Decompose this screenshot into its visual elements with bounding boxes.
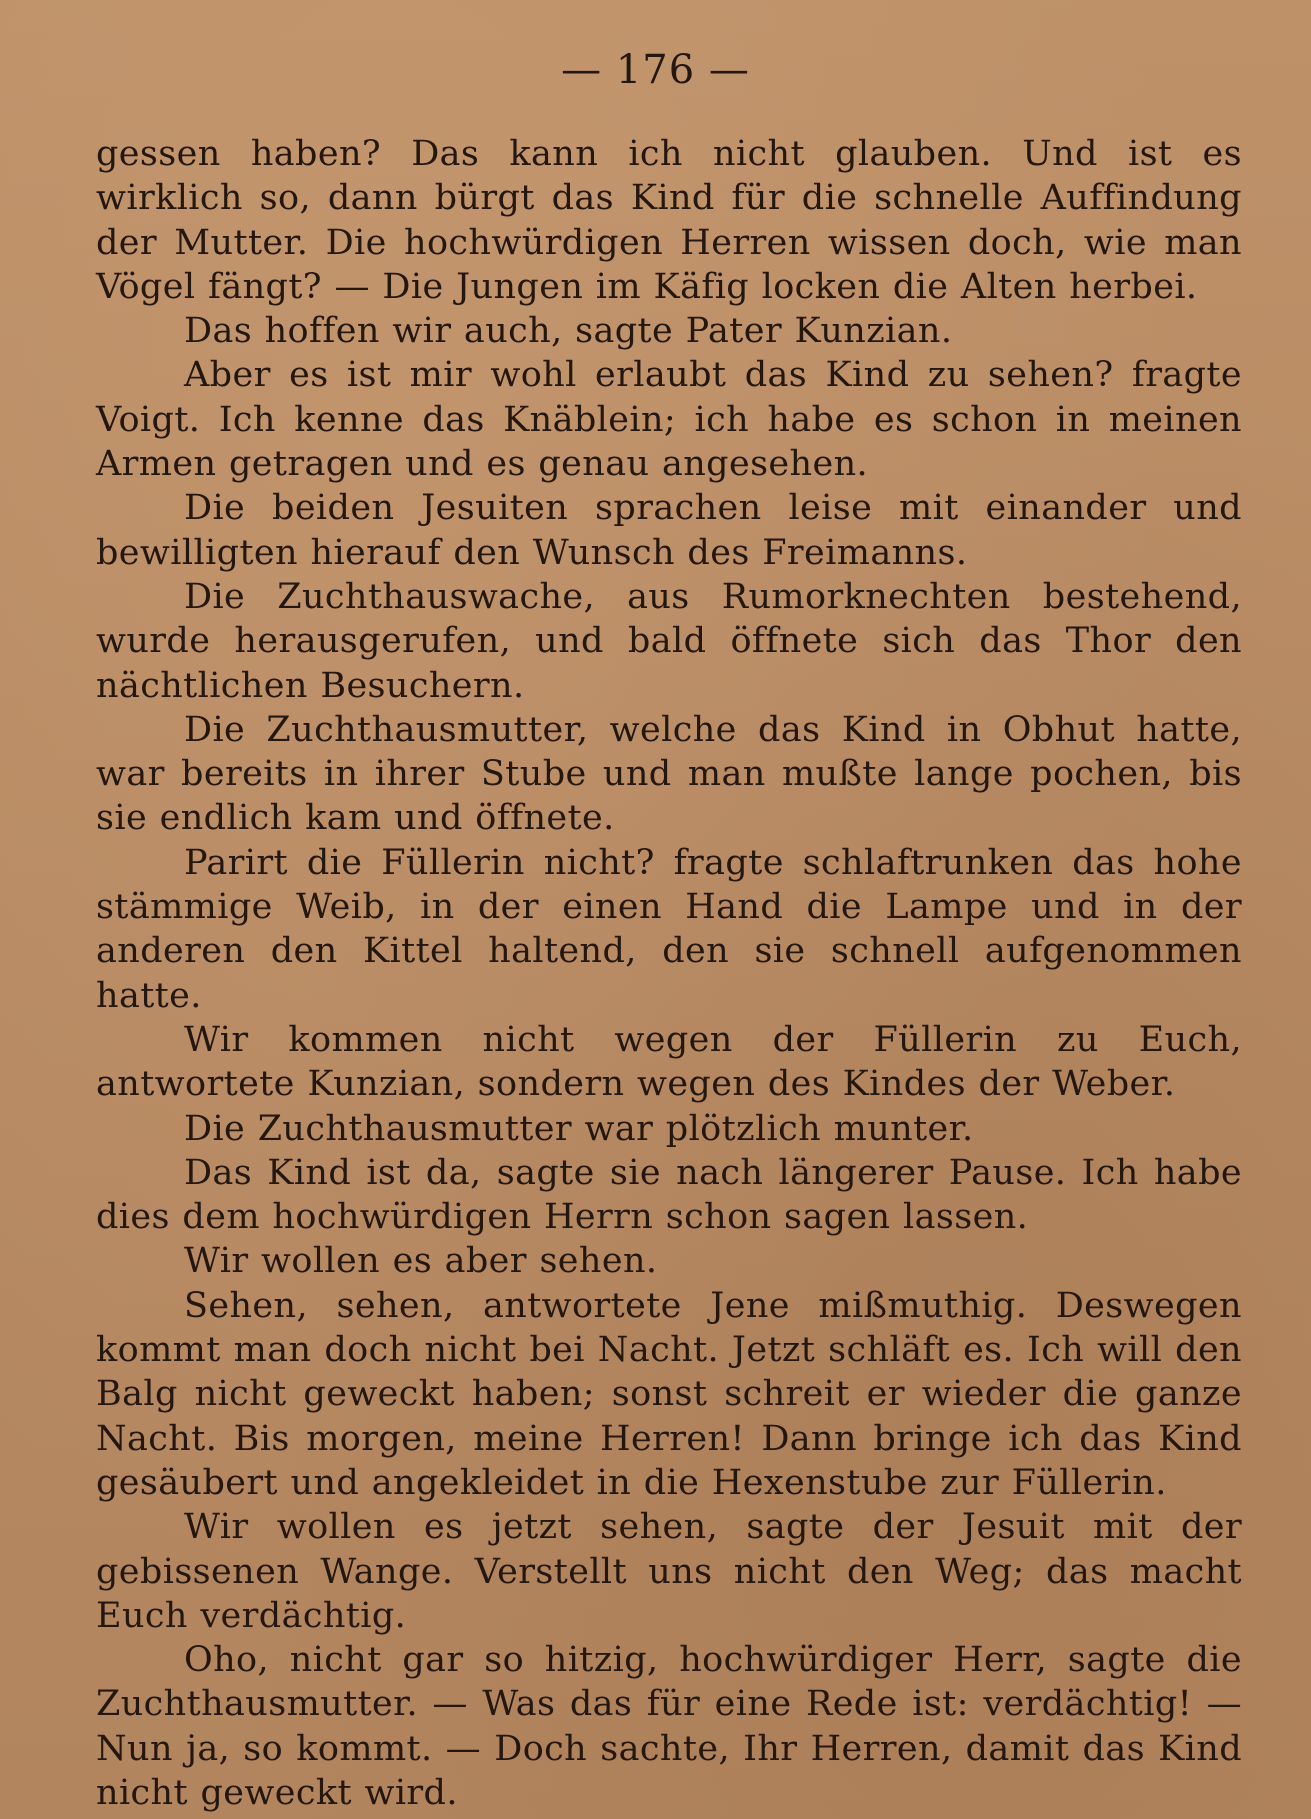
paragraph: Wir wollen es aber sehen.	[184, 1241, 658, 1282]
paragraph: Wir kommen nicht wegen der Füllerin zu Euch, antwortete Kunzian, sondern wegen des Kindes der Weber.	[96, 1019, 1242, 1105]
paragraph: Wir wollen es jetzt sehen, sagte der Jesuit mit der gebissenen Wange. Verstellt uns nicht den Weg; das macht Euch verdächtig.	[96, 1507, 1242, 1636]
paragraph: Sehen, sehen, antwortete Jene mißmuthig. Deswegen kommt man doch nicht bei Nacht. Jetzt schläft es. Ich will den Balg nicht geweckt haben; sonst schreit er wieder die ganze Nacht. Bis morgen, meine Herren! Dann bringe ich das Kind gesäubert und angekleidet in die Hexenstube zur Füllerin.	[96, 1285, 1242, 1503]
paragraph: Parirt die Füllerin nicht? fragte schlaftrunken das hohe stämmige Weib, in der einen Hand die Lampe und in der anderen den Kittel haltend, den sie schnell aufgenommen hatte.	[96, 842, 1242, 1016]
paragraph: Die Zuchthauswache, aus Rumorknechten bestehend, wurde herausgerufen, und bald öffnete sich das Thor den nächtlichen Besuchern.	[96, 576, 1242, 706]
paragraph: Aber es ist mir wohl erlaubt das Kind zu sehen? fragte Voigt. Ich kenne das Knäblein; ich habe es schon in meinen Armen getragen und es genau angesehen.	[96, 355, 1242, 485]
paragraph: Oho, nicht gar so hitzig, hochwürdiger Herr, sagte die Zuchthausmutter. — Was das für eine Rede ist: verdächtig! — Nun ja, so kommt. — Doch sachte, Ihr Herren, damit das Kind nicht geweckt wird.	[96, 1640, 1242, 1813]
paragraph: gessen haben? Das kann ich nicht glauben. Und ist es wirklich so, dann bürgt das Kind für die schnelle Auffindung der Mutter. Die hochwürdigen Herren wissen doch, wie man Vögel fängt? — Die Jungen im Käfig locken die Alten herbei.	[96, 134, 1242, 307]
page-number: — 176 —	[561, 47, 750, 93]
paragraph: Die Zuchthausmutter war plötzlich munter.	[184, 1108, 974, 1149]
body-text	[96, 132, 1242, 1815]
paragraph: Die Zuchthausmutter, welche das Kind in Obhut hatte, war bereits in ihrer Stube und man mußte lange pochen, bis sie endlich kam und öffnete.	[96, 709, 1242, 839]
paragraph: Das hoffen wir auch, sagte Pater Kunzian.	[184, 311, 953, 352]
paragraph: Das Kind ist da, sagte sie nach längerer Pause. Ich habe dies dem hochwürdigen Herrn schon sagen lassen.	[96, 1152, 1242, 1238]
paragraph: Die beiden Jesuiten sprachen leise mit einander und bewilligten hierauf den Wunsch des Freimanns.	[96, 488, 1242, 573]
